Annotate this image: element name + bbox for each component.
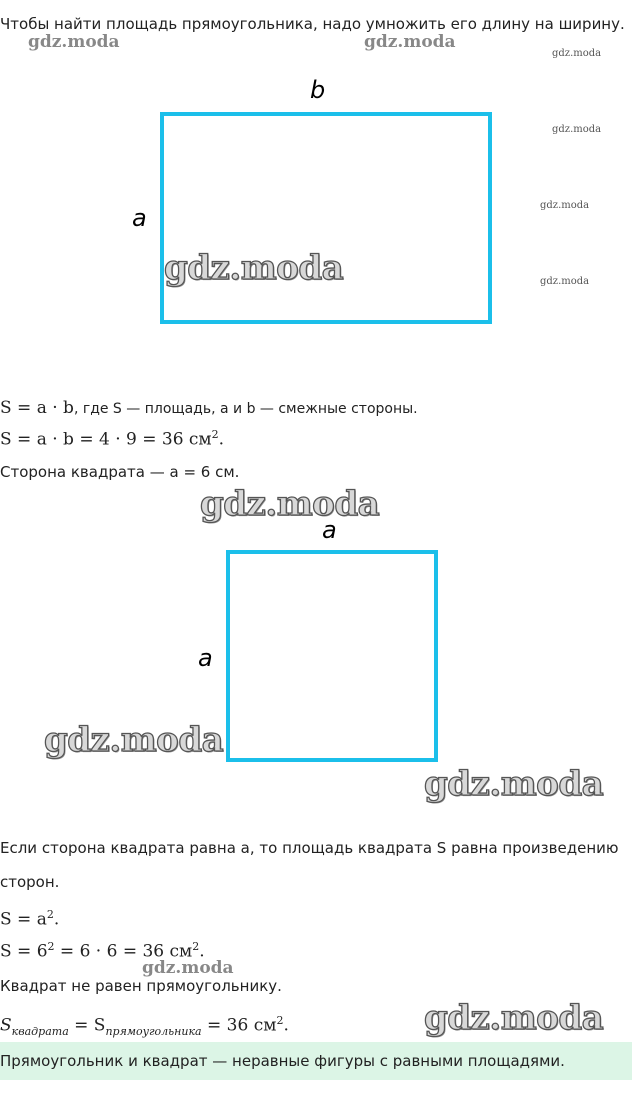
formula-area-square-calc-b: = 6 · 6 = 36 см (54, 941, 193, 962)
exponent: 2 (47, 940, 55, 953)
rectangle-shape (160, 112, 492, 324)
formula-tail: = 36 см (201, 1015, 277, 1036)
intro-text: Чтобы найти площадь прямоугольника, надо умножить его длину на ширину. (0, 15, 625, 33)
square-top-label: a (322, 516, 337, 544)
conclusion-text: Прямоугольник и квадрат — неравные фигуры с равными площадями. (0, 1052, 565, 1070)
watermark: gdz.moda (424, 764, 604, 804)
watermark: gdz.moda (164, 248, 344, 288)
formula-area-rect-calc-text: S = a · b = 4 · 9 = 36 см (0, 429, 212, 450)
formula-area-rect-lead: S = a · b (0, 398, 74, 418)
formula-area-square-text: S = a (0, 909, 47, 930)
square-side-text: Сторона квадрата — a = 6 см. (0, 463, 240, 481)
watermark: gdz.moda (44, 720, 224, 760)
subscript-square: квадрата (11, 1025, 69, 1039)
formula-area-square-calc-a: S = 6 (0, 941, 48, 962)
watermark: gdz.moda (142, 958, 234, 978)
rect-left-label: a (132, 204, 147, 232)
watermark: gdz.moda (540, 276, 590, 287)
watermark: gdz.moda (28, 32, 120, 52)
formula-area-square: $S = a^2$. (0, 908, 60, 930)
square-left-label: a (198, 644, 213, 672)
watermark: gdz.moda (540, 200, 590, 211)
formula-equal-areas: $S_{квадрата} = S_{прямоугольника} = 36$ $см^2$. (0, 1014, 289, 1039)
exponent: 2 (211, 428, 219, 441)
formula-area-rect-desc: , где S — площадь, a и b — смежные стороны. (73, 401, 418, 417)
rect-top-label: b (310, 76, 326, 104)
watermark: gdz.moda (552, 124, 602, 135)
formula-equals: = S (68, 1015, 106, 1036)
explanation-line2: сторон. (0, 873, 60, 891)
conclusion-box (0, 1042, 632, 1080)
watermark: gdz.moda (200, 484, 380, 524)
watermark: gdz.moda (364, 32, 456, 52)
exponent: 2 (192, 940, 200, 953)
formula-area-square-calc: $S = 6^2 = 6 \cdot 6 = 36$ $см^2$. (0, 940, 205, 962)
subscript-rectangle: прямоугольника (105, 1025, 202, 1039)
watermark: gdz.moda (552, 48, 602, 59)
square-not-equal-text: Квадрат не равен прямоугольнику. (0, 977, 282, 995)
watermark: gdz.moda (424, 998, 604, 1038)
exponent: 2 (46, 908, 54, 921)
explanation-line1: Если сторона квадрата равна a, то площадь квадрата S равна произведению (0, 839, 619, 857)
square-shape (226, 550, 438, 762)
formula-area-rect (0, 398, 418, 419)
formula-area-rect-calc: S = a · b = 4 · 9 = 36 $см^2$. (0, 428, 225, 450)
formula-s-square: S (0, 1015, 12, 1036)
exponent: 2 (276, 1014, 284, 1027)
